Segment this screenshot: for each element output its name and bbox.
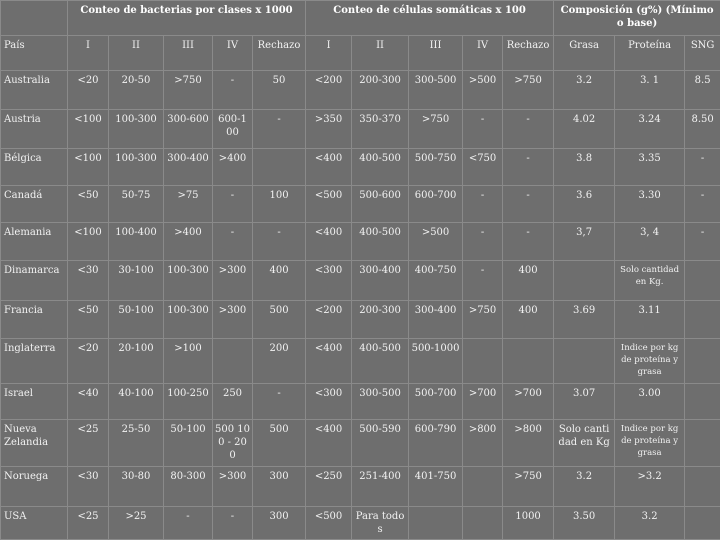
cell-country: Bélgica bbox=[1, 148, 68, 185]
table-row bbox=[1, 301, 720, 339]
cell-b1: <25 bbox=[68, 506, 109, 539]
cell-b3: >75 bbox=[164, 185, 213, 222]
cell-br: - bbox=[253, 222, 306, 260]
cell-s4: >700 bbox=[463, 384, 503, 420]
cell-protein: 3.00 bbox=[615, 384, 685, 420]
cell-b2: 30-80 bbox=[109, 466, 164, 506]
cell-s1: <200 bbox=[306, 301, 352, 339]
cell-br bbox=[253, 148, 306, 185]
header-fat: Grasa bbox=[554, 36, 615, 71]
header-country: País bbox=[1, 36, 68, 71]
cell-country: Israel bbox=[1, 384, 68, 420]
cell-sng bbox=[685, 301, 720, 339]
cell-b3: 80-300 bbox=[164, 466, 213, 506]
cell-b2: 100-300 bbox=[109, 148, 164, 185]
cell-s4 bbox=[463, 466, 503, 506]
cell-b2: 40-100 bbox=[109, 384, 164, 420]
cell-b1: <50 bbox=[68, 185, 109, 222]
cell-b4: - bbox=[213, 71, 253, 110]
cell-b3: 50-100 bbox=[164, 420, 213, 466]
cell-fat: 3.50 bbox=[554, 506, 615, 539]
cell-s4: - bbox=[463, 260, 503, 300]
cell-s3: 600-700 bbox=[409, 185, 463, 222]
header-bact-II: II bbox=[109, 36, 164, 71]
cell-s4 bbox=[463, 339, 503, 384]
cell-s1: <400 bbox=[306, 339, 352, 384]
cell-s4: <750 bbox=[463, 148, 503, 185]
cell-sng: - bbox=[685, 185, 720, 222]
cell-b3: 300-400 bbox=[164, 148, 213, 185]
cell-s1: <400 bbox=[306, 222, 352, 260]
cell-s1: <200 bbox=[306, 71, 352, 110]
cell-sng bbox=[685, 339, 720, 384]
cell-sng: 8.50 bbox=[685, 110, 720, 148]
cell-b2: 50-75 bbox=[109, 185, 164, 222]
table-row bbox=[1, 71, 720, 110]
cell-s3: 400-750 bbox=[409, 260, 463, 300]
cell-b2: 25-50 bbox=[109, 420, 164, 466]
cell-sng: - bbox=[685, 148, 720, 185]
cell-b3: 300-600 bbox=[164, 110, 213, 148]
cell-b1: <50 bbox=[68, 301, 109, 339]
cell-br: 300 bbox=[253, 506, 306, 539]
cell-br: 500 bbox=[253, 420, 306, 466]
cell-b1: <25 bbox=[68, 420, 109, 466]
cell-b4: 500 100 - 200 bbox=[213, 420, 253, 466]
cell-s4: >800 bbox=[463, 420, 503, 466]
cell-br: 500 bbox=[253, 301, 306, 339]
cell-country: Noruega bbox=[1, 466, 68, 506]
cell-protein: 3.30 bbox=[615, 185, 685, 222]
cell-protein: 3, 4 bbox=[615, 222, 685, 260]
cell-b1: <40 bbox=[68, 384, 109, 420]
cell-s4: - bbox=[463, 110, 503, 148]
cell-s1: <400 bbox=[306, 148, 352, 185]
cell-b4: >300 bbox=[213, 260, 253, 300]
cell-fat: 3.8 bbox=[554, 148, 615, 185]
blank-corner-cell bbox=[1, 1, 68, 36]
cell-br: - bbox=[253, 384, 306, 420]
cell-b2: 20-50 bbox=[109, 71, 164, 110]
bacteria-group-header: Conteo de bacterias por clases x 1000 bbox=[68, 1, 306, 36]
table-row bbox=[1, 384, 720, 420]
cell-s1: <300 bbox=[306, 384, 352, 420]
header-bact-III: III bbox=[164, 36, 213, 71]
cell-sr: >700 bbox=[503, 384, 554, 420]
cell-fat: 3.2 bbox=[554, 71, 615, 110]
cell-b4 bbox=[213, 339, 253, 384]
cell-s4: - bbox=[463, 185, 503, 222]
cell-s1: <500 bbox=[306, 506, 352, 539]
cell-s2: Para todos bbox=[352, 506, 409, 539]
cell-b4: - bbox=[213, 506, 253, 539]
cell-protein: Indice por kg de proteína y grasa bbox=[615, 420, 685, 466]
cell-b3: >100 bbox=[164, 339, 213, 384]
cell-sr: - bbox=[503, 185, 554, 222]
cell-sr: >800 bbox=[503, 420, 554, 466]
cell-protein: 3.24 bbox=[615, 110, 685, 148]
cell-s3: 300-400 bbox=[409, 301, 463, 339]
table-row bbox=[1, 148, 720, 185]
cell-b3: >400 bbox=[164, 222, 213, 260]
cell-sr: >750 bbox=[503, 466, 554, 506]
cell-sr bbox=[503, 339, 554, 384]
cell-country: Canadá bbox=[1, 185, 68, 222]
table-row bbox=[1, 110, 720, 148]
cell-fat: 3.07 bbox=[554, 384, 615, 420]
cell-sr: - bbox=[503, 148, 554, 185]
group-header-row bbox=[1, 1, 720, 36]
cell-s3: >750 bbox=[409, 110, 463, 148]
cell-fat bbox=[554, 339, 615, 384]
header-som-I: I bbox=[306, 36, 352, 71]
cell-sng: - bbox=[685, 222, 720, 260]
cell-s3: 500-700 bbox=[409, 384, 463, 420]
cell-s1: <400 bbox=[306, 420, 352, 466]
cell-br: 200 bbox=[253, 339, 306, 384]
cell-b1: <100 bbox=[68, 148, 109, 185]
cell-s1: <300 bbox=[306, 260, 352, 300]
cell-b2: >25 bbox=[109, 506, 164, 539]
cell-b1: <20 bbox=[68, 71, 109, 110]
cell-b4: >400 bbox=[213, 148, 253, 185]
cell-b2: 100-300 bbox=[109, 110, 164, 148]
table-body bbox=[1, 71, 720, 540]
cell-s1: <500 bbox=[306, 185, 352, 222]
cell-br: 50 bbox=[253, 71, 306, 110]
cell-s3: 300-500 bbox=[409, 71, 463, 110]
cell-protein: 3.35 bbox=[615, 148, 685, 185]
cell-sng bbox=[685, 260, 720, 300]
cell-s3: 500-1000 bbox=[409, 339, 463, 384]
cell-s2: 300-400 bbox=[352, 260, 409, 300]
cell-s3: 500-750 bbox=[409, 148, 463, 185]
header-sng: SNG bbox=[685, 36, 720, 71]
cell-b3: 100-300 bbox=[164, 260, 213, 300]
cell-s4: - bbox=[463, 222, 503, 260]
cell-b1: <20 bbox=[68, 339, 109, 384]
cell-s2: 251-400 bbox=[352, 466, 409, 506]
cell-s2: 400-500 bbox=[352, 222, 409, 260]
cell-b2: 20-100 bbox=[109, 339, 164, 384]
cell-country: USA bbox=[1, 506, 68, 539]
cell-br: 400 bbox=[253, 260, 306, 300]
cell-b3: >750 bbox=[164, 71, 213, 110]
cell-s1: <250 bbox=[306, 466, 352, 506]
cell-protein: Solo cantidad en Kg. bbox=[615, 260, 685, 300]
table-row bbox=[1, 260, 720, 300]
cell-s4 bbox=[463, 506, 503, 539]
header-bact-reject: Rechazo bbox=[253, 36, 306, 71]
cell-sr: >750 bbox=[503, 71, 554, 110]
cell-sng: 8.5 bbox=[685, 71, 720, 110]
cell-b3: 100-250 bbox=[164, 384, 213, 420]
cell-s3: >500 bbox=[409, 222, 463, 260]
cell-fat: 3,7 bbox=[554, 222, 615, 260]
cell-country: Nueva Zelandia bbox=[1, 420, 68, 466]
cell-country: Inglaterra bbox=[1, 339, 68, 384]
cell-b1: <100 bbox=[68, 222, 109, 260]
header-som-III: III bbox=[409, 36, 463, 71]
cell-country: Dinamarca bbox=[1, 260, 68, 300]
cell-s2: 400-500 bbox=[352, 148, 409, 185]
cell-b1: <100 bbox=[68, 110, 109, 148]
cell-country: Francia bbox=[1, 301, 68, 339]
somatic-group-header: Conteo de células somáticas x 100 bbox=[306, 1, 554, 36]
cell-b2: 100-400 bbox=[109, 222, 164, 260]
cell-s3: 401-750 bbox=[409, 466, 463, 506]
cell-sng bbox=[685, 384, 720, 420]
cell-sr: - bbox=[503, 110, 554, 148]
cell-s2: 300-500 bbox=[352, 384, 409, 420]
cell-br: - bbox=[253, 110, 306, 148]
cell-b2: 50-100 bbox=[109, 301, 164, 339]
cell-sng bbox=[685, 466, 720, 506]
cell-s4: >750 bbox=[463, 301, 503, 339]
cell-country: Australia bbox=[1, 71, 68, 110]
cell-b4: 600-100 bbox=[213, 110, 253, 148]
header-som-reject: Rechazo bbox=[503, 36, 554, 71]
header-som-II: II bbox=[352, 36, 409, 71]
cell-b4: >300 bbox=[213, 301, 253, 339]
cell-s3 bbox=[409, 506, 463, 539]
cell-br: 300 bbox=[253, 466, 306, 506]
cell-fat: 3.69 bbox=[554, 301, 615, 339]
header-protein: Proteína bbox=[615, 36, 685, 71]
cell-b2: 30-100 bbox=[109, 260, 164, 300]
column-header-row bbox=[1, 36, 720, 71]
cell-sr: - bbox=[503, 222, 554, 260]
cell-s2: 200-300 bbox=[352, 301, 409, 339]
table-row bbox=[1, 185, 720, 222]
cell-fat: 4.02 bbox=[554, 110, 615, 148]
cell-sr: 400 bbox=[503, 301, 554, 339]
cell-sng bbox=[685, 506, 720, 539]
cell-protein: 3. 1 bbox=[615, 71, 685, 110]
cell-b4: >300 bbox=[213, 466, 253, 506]
cell-s2: 350-370 bbox=[352, 110, 409, 148]
cell-sr: 400 bbox=[503, 260, 554, 300]
table-row bbox=[1, 222, 720, 260]
table-row bbox=[1, 466, 720, 506]
cell-b4: - bbox=[213, 222, 253, 260]
cell-s1: >350 bbox=[306, 110, 352, 148]
cell-s2: 500-600 bbox=[352, 185, 409, 222]
header-bact-IV: IV bbox=[213, 36, 253, 71]
cell-country: Alemania bbox=[1, 222, 68, 260]
cell-b3: 100-300 bbox=[164, 301, 213, 339]
table-row bbox=[1, 339, 720, 384]
cell-s4: >500 bbox=[463, 71, 503, 110]
cell-protein: 3.2 bbox=[615, 506, 685, 539]
cell-br: 100 bbox=[253, 185, 306, 222]
cell-sr: 1000 bbox=[503, 506, 554, 539]
cell-protein: >3.2 bbox=[615, 466, 685, 506]
cell-b3: - bbox=[164, 506, 213, 539]
cell-s2: 500-590 bbox=[352, 420, 409, 466]
cell-fat: 3.6 bbox=[554, 185, 615, 222]
cell-b1: <30 bbox=[68, 466, 109, 506]
table-row bbox=[1, 506, 720, 539]
cell-b1: <30 bbox=[68, 260, 109, 300]
composition-group-header: Composición (g%) (Mínimo o base) bbox=[554, 1, 720, 36]
header-som-IV: IV bbox=[463, 36, 503, 71]
cell-fat bbox=[554, 260, 615, 300]
header-bact-I: I bbox=[68, 36, 109, 71]
cell-b4: 250 bbox=[213, 384, 253, 420]
table-row bbox=[1, 420, 720, 466]
cell-s2: 400-500 bbox=[352, 339, 409, 384]
cell-protein: Indice por kg de proteína y grasa bbox=[615, 339, 685, 384]
cell-protein: 3.11 bbox=[615, 301, 685, 339]
cell-fat: 3.2 bbox=[554, 466, 615, 506]
cell-country: Austria bbox=[1, 110, 68, 148]
cell-s3: 600-790 bbox=[409, 420, 463, 466]
cell-s2: 200-300 bbox=[352, 71, 409, 110]
cell-sng bbox=[685, 420, 720, 466]
cell-b4: - bbox=[213, 185, 253, 222]
cell-fat: Solo cantidad en Kg bbox=[554, 420, 615, 466]
